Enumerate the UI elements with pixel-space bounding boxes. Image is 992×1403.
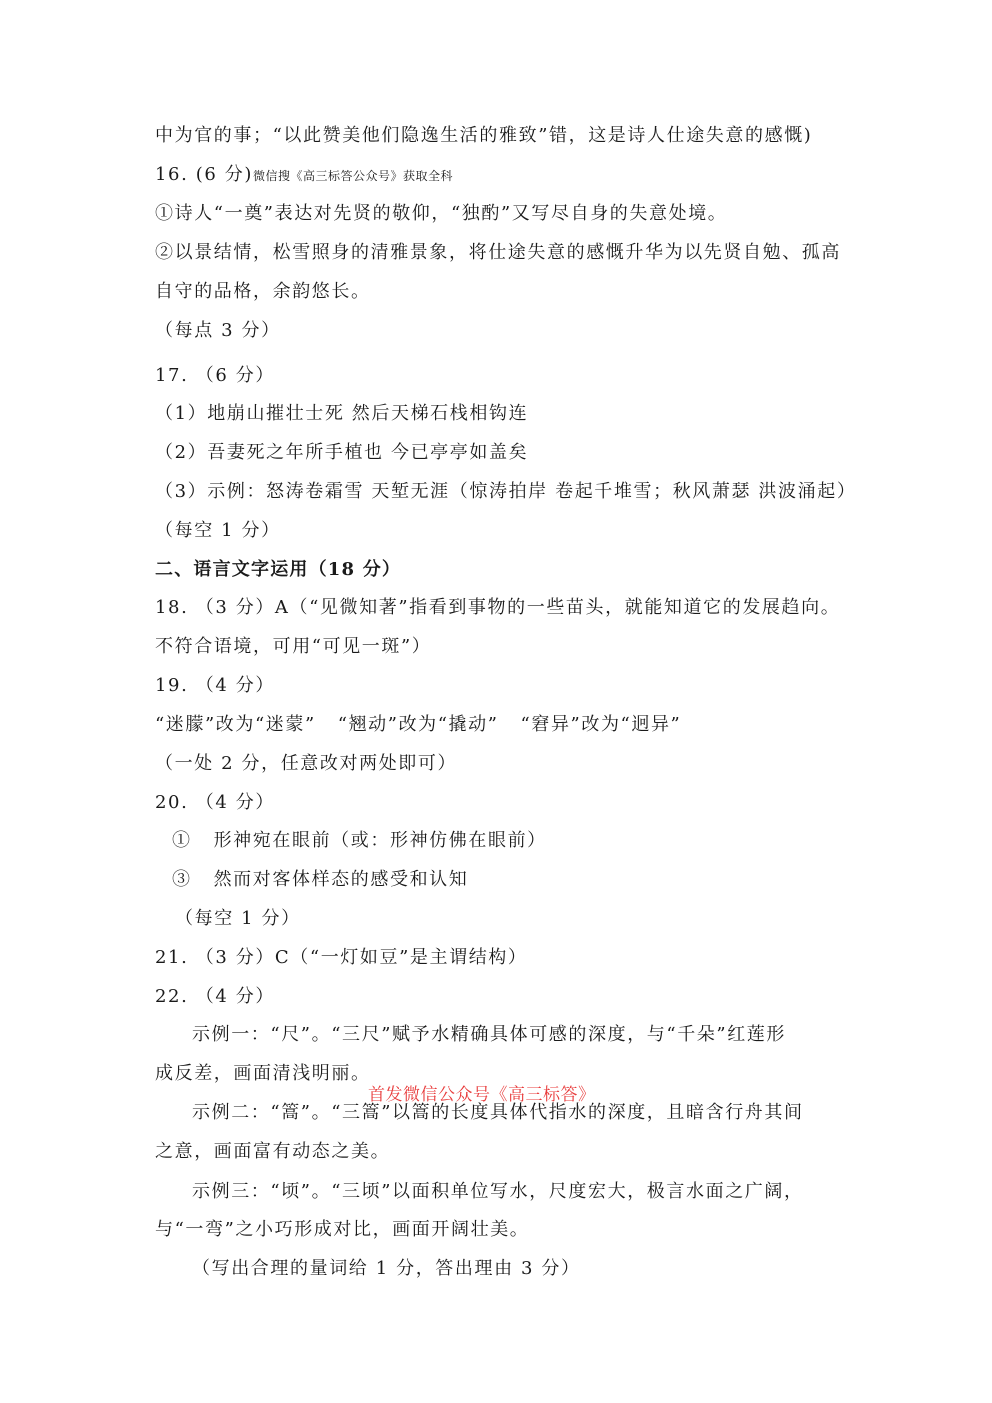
- q22-example-2-cont: 之意，画面富有动态之美。: [155, 1141, 391, 1162]
- q17-answer-2: （2）吾妻死之年所手植也 今已亭亭如盖矣: [155, 442, 529, 463]
- q20-scoring: （每空 1 分）: [175, 908, 301, 929]
- q22-header: 22. （4 分）: [155, 986, 275, 1007]
- q20-answer-1: ① 形神宛在眼前（或：形神仿佛在眼前）: [172, 830, 547, 851]
- q20-header: 20. （4 分）: [155, 792, 275, 813]
- q19-header: 19. （4 分）: [155, 675, 275, 696]
- section-heading-2: 二、语言文字运用（18 分）: [155, 559, 402, 580]
- q16-point-2: ②以景结情，松雪照身的清雅景象，将仕途失意的感慨升华为以先贤自勉、孤高: [155, 242, 841, 263]
- q17-scoring: （每空 1 分）: [155, 520, 281, 541]
- q16-scoring: （每点 3 分）: [155, 320, 281, 341]
- q16-point-2-cont: 自守的品格，余韵悠长。: [155, 281, 371, 302]
- q16-number: 16. (6 分): [155, 164, 253, 185]
- q16-header: [155, 163, 453, 188]
- q20-answer-3: ③ 然而对客体样态的感受和认知: [172, 869, 469, 890]
- watermark-text: 首发微信公众号《高三标答》: [368, 1085, 596, 1105]
- q22-example-1: 示例一：“尺”。“三尺”赋予水精确具体可感的深度，与“千朵”红莲形: [192, 1024, 787, 1045]
- q17-answer-1: （1）地崩山摧壮士死 然后天梯石栈相钩连: [155, 403, 529, 424]
- q19-corrections: “迷朦”改为“迷蒙” “翘动”改为“撬动” “窘异”改为“迥异”: [155, 714, 682, 735]
- q18-answer: 18. （3 分）A（“见微知著”指看到事物的一些苗头，就能知道它的发展趋向。: [155, 597, 841, 618]
- q17-header: 17. （6 分）: [155, 365, 275, 386]
- q21-answer: 21. （3 分）C（“一灯如豆”是主谓结构）: [155, 947, 528, 968]
- q22-example-3: 示例三：“顷”。“三顷”以面积单位写水，尺度宏大，极言水面之广阔，: [192, 1181, 804, 1202]
- text-line-q15-end: 中为官的事；“以此赞美他们隐逸生活的雅致”错，这是诗人仕途失意的感慨): [155, 125, 813, 146]
- q22-example-2: 示例二：“篙”。“三篙”以篙的长度具体代指水的深度，且暗含行舟其间: [192, 1102, 804, 1123]
- q22-example-3-cont: 与“一弯”之小巧形成对比，画面开阔壮美。: [155, 1219, 530, 1240]
- q22-example-1-cont: 成反差，画面清浅明丽。: [155, 1063, 371, 1084]
- q18-answer-cont: 不符合语境，可用“可见一斑”）: [155, 636, 432, 657]
- q17-answer-3: （3）示例：怒涛卷霜雪 天堑无涯（惊涛拍岸 卷起千堆雪；秋风萧瑟 洪波涌起）: [155, 481, 857, 502]
- promo-inline-text: 微信搜《高三标答公众号》获取全科: [252, 169, 453, 183]
- q16-point-1: ①诗人“一奠”表达对先贤的敬仰，“独酌”又写尽自身的失意处境。: [155, 203, 728, 224]
- q22-scoring: （写出合理的量词给 1 分，答出理由 3 分）: [192, 1258, 581, 1279]
- q19-scoring: （一处 2 分，任意改对两处即可）: [155, 753, 458, 774]
